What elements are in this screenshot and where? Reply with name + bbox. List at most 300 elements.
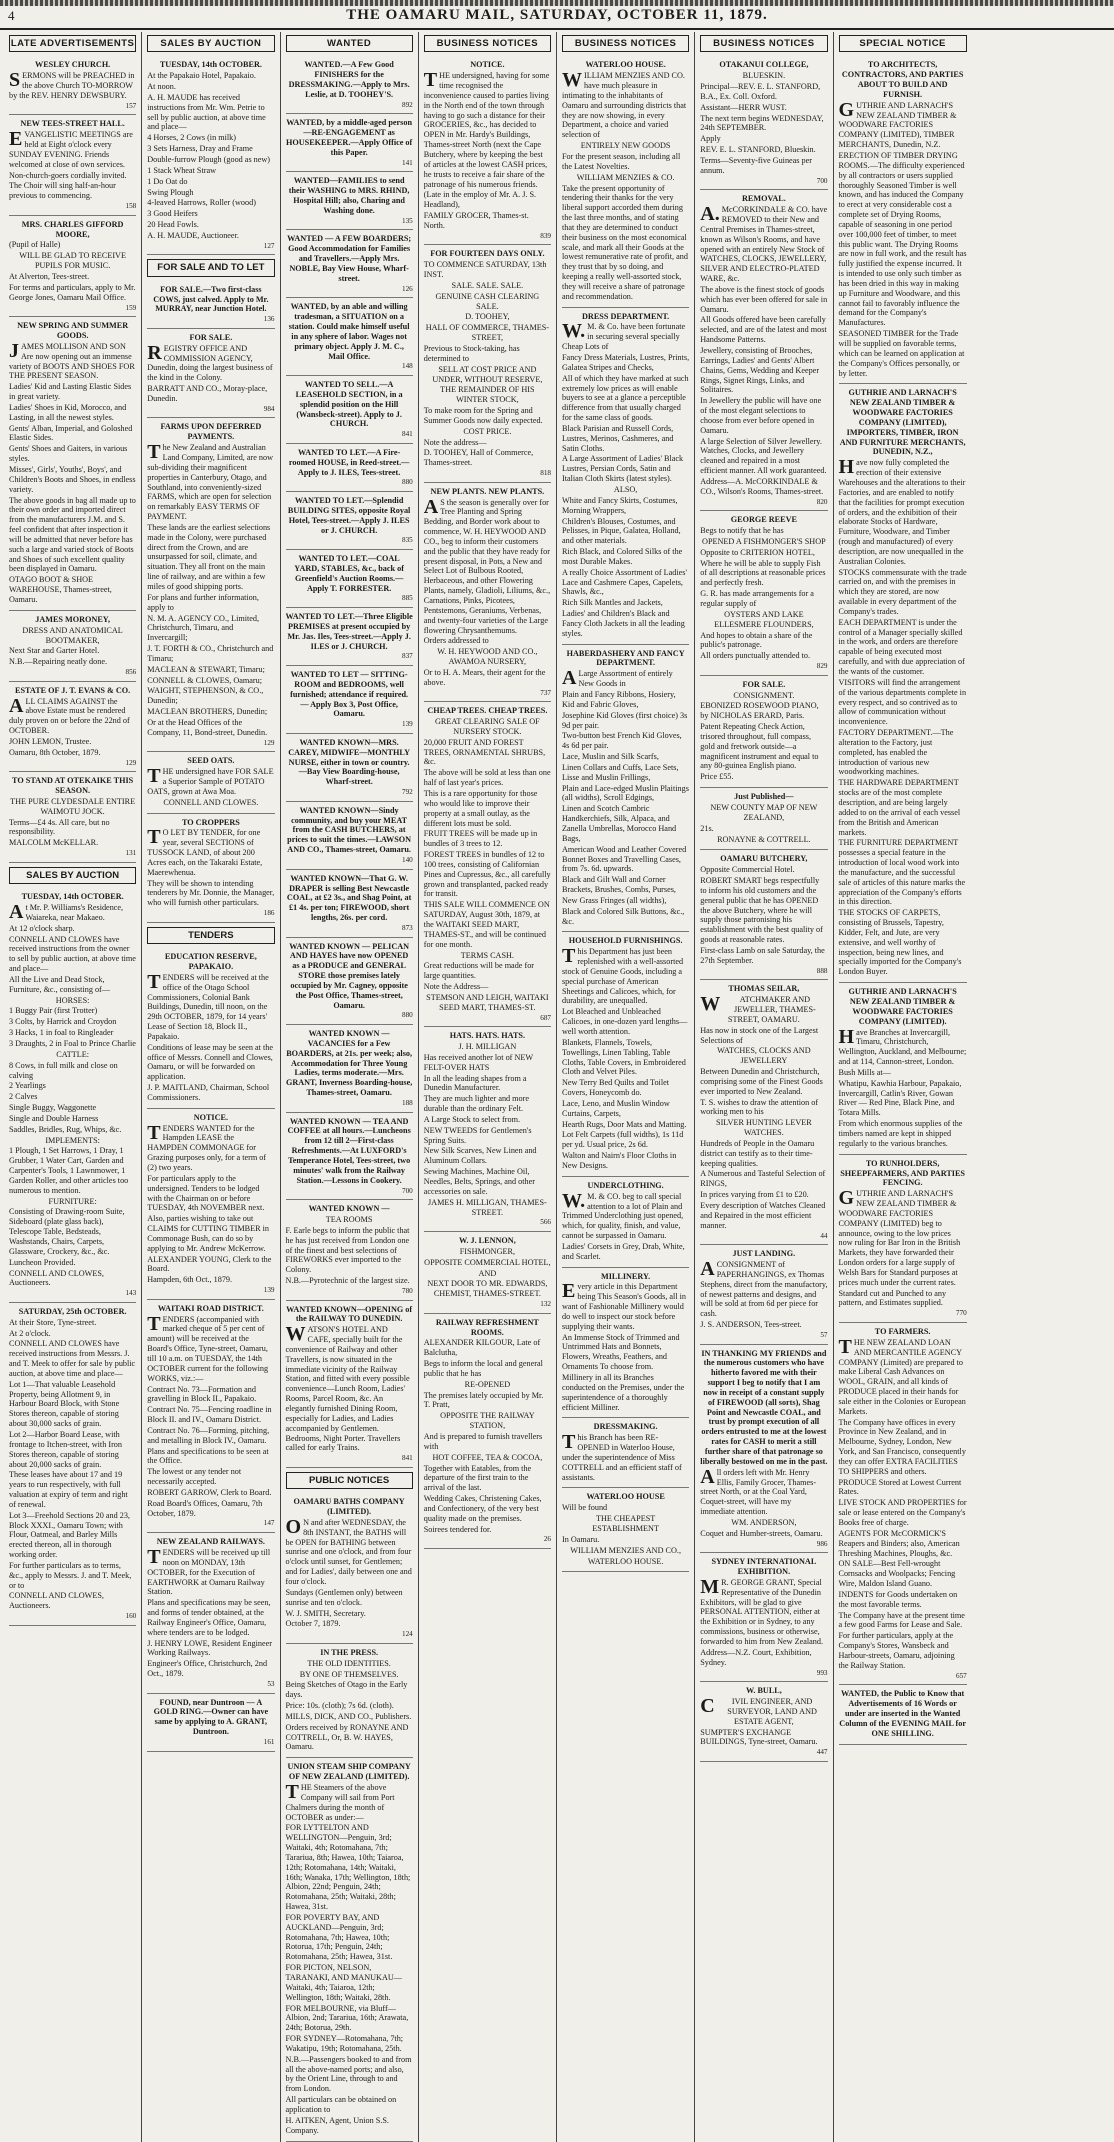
ad-line: Linen and Scotch Cambric Handkerchiefs, Silk, Alpaca, and Zanella Umbrellas, Morocco Hand Bags, <box>562 804 677 843</box>
ad-line: TEA ROOMS <box>325 1215 373 1224</box>
ad-line: Will be found <box>562 1503 608 1513</box>
advertisement <box>147 814 274 923</box>
advertisement <box>700 511 827 675</box>
advertisement <box>147 1300 274 1533</box>
ad-line: Saddles, Bridles, Rug, Whips, &c. <box>9 1124 122 1134</box>
ad-line: HATS. HATS. HATS. <box>449 1031 526 1041</box>
ad-line: NEW COUNTY MAP OF NEW ZEALAND, <box>710 803 818 822</box>
advertisement <box>562 1177 689 1268</box>
ad-line: WM. ANDERSON, <box>731 1517 797 1527</box>
ad-line: Have now fully completed the erection of their extensive Warehouses and the alterations to their Factories, and are enabled to notify that the facilities for prompt execution of orders, and the exhibition of their elaborate Stocks of Hardware, Furniture, Woodware, and Timber (rough and manufactured) of every description, are now unequalled in the Australian Colonies. <box>838 456 966 566</box>
ad-line: Contract No. 73—Formation and gravelling in Block II., Papakaio. <box>147 1384 257 1404</box>
ad-line: WILL BE GLAD TO RECEIVE PUPILS FOR MUSIC. <box>19 251 126 271</box>
ad-line: A Numerous and Tasteful Selection of RINGS, <box>700 1169 826 1189</box>
ad-line: Walton and Nairn's Floor Cloths in New Designs. <box>562 1151 677 1170</box>
ad-reference-number: 700 <box>816 176 828 185</box>
ad-line: New Silk Scarves, New Linen and Aluminum Collars. <box>423 1146 537 1166</box>
ad-line: OTAGO BOOT & SHOE WAREHOUSE, Thames-street, Oamaru. <box>9 575 112 604</box>
advertisement <box>424 56 551 245</box>
ad-line: SATURDAY, 25th OCTOBER. <box>18 1306 127 1316</box>
ad-line: JUST LANDING. <box>732 1249 796 1259</box>
advertisement <box>9 56 136 115</box>
ad-line: All Goods offered have been carefully selected, and are of the latest and most Handsome Patterns. <box>700 315 827 345</box>
ad-reference-number: 885 <box>401 594 413 603</box>
ad-line: ERECTION OF TIMBER DRYING ROOMS.—The difficulty experienced by all contractors or users supplied thoroughly Seasoned Timber is well known, and has induced the Company to erect at very considerable cost a complete set of Drying Rooms, capable of seasoning in one period over 100,000 feet of timber, to meet this public want. The Drying Rooms are now in full work, and the result has fully justified the expense incurred. It is intended to use only such timber as has been dried in this way in making up Furniture and Woodware, and this cannot fail to favorably influence the demand for the Company's Manufactures. <box>838 150 967 328</box>
column-7 <box>834 32 972 2142</box>
ad-line: INDENTS for Goods undertaken on the most favorable terms. <box>838 1589 958 1609</box>
ad-line: GUTHRIE AND LARNACH'S NEW ZEALAND TIMBER & WOODWARE FACTORIES COMPANY (LIMITED). <box>848 987 957 1026</box>
advertisement <box>700 980 827 1245</box>
ad-line: STOCKS commensurate with the trade carried on, and with the premises in which they are stored, are now available in every department of the Company's trades. <box>838 567 967 616</box>
advertisement <box>286 1301 413 1468</box>
ad-reference-number: 188 <box>401 1098 413 1107</box>
ad-line: Linen Collars and Cuffs, Lace Sets, Lisse and Muslin Frillings, <box>562 762 679 782</box>
advertisement <box>700 1682 827 1762</box>
ad-line: Swing Plough <box>147 187 194 197</box>
ad-line: HOUSEHOLD FURNISHINGS. <box>568 936 683 946</box>
ad-line: For terms and particulars, apply to Mr. George Jones, Oamaru Mail Office. <box>9 282 136 302</box>
advertisement <box>286 1025 413 1113</box>
ad-line: WANTED TO LET.—Splendid BUILDING SITES, opposite Royal Hotel, Tees-street.—Apply J. ILES or J. CHURCH. <box>287 496 411 535</box>
ad-line: FOR SYDNEY—Rotomahana, 7th; Wakatipu, 19th; Rotomahana, 25th. <box>285 2034 404 2053</box>
masthead <box>0 0 1114 30</box>
ad-line: 1 Stack Wheat Straw <box>147 165 216 175</box>
ad-line: They will be shown to intending tenderers by Mr. Donnie, the Manager, who will furnish other particulars. <box>147 878 275 908</box>
masthead-decoration <box>0 0 1114 6</box>
ad-line: 4 Horses, 2 Cows (in milk) <box>147 133 236 143</box>
ad-line: Contract No. 76—Forming, pitching, and metalling in Block IV., Oamaru. <box>147 1425 270 1445</box>
ad-reference-number: 984 <box>263 404 275 413</box>
ad-line: An Immense Stock of Trimmed and Untrimmed Hats and Bonnets, Flowers, Wreaths, Feathers, and Ornaments To choose from. <box>562 1332 680 1372</box>
ad-line: IN THE PRESS. <box>320 1647 379 1657</box>
ad-line: Plans and specifications may be seen, and forms of tender obtained, at the Railway Engineer's Office, Oamaru, where tenders are to be lodged. <box>147 1598 271 1637</box>
ad-line: WATERLOO HOUSE <box>586 1492 665 1502</box>
column-header: SPECIAL NOTICE <box>839 35 967 52</box>
ad-line: THE PURE CLYDESDALE ENTIRE WAIMOTU JOCK. <box>10 796 136 816</box>
ad-line: At Mr. P. Williams's Residence, Waiareka, near Makaeo. <box>9 901 124 923</box>
ad-line: SEASONED TIMBER for the Trade will be supplied on favorable terms, which can be learned on application at the Company's Offices personally, or by letter. <box>838 329 965 378</box>
ad-line: Ladies' Corsets in Grey, Drab, White, and Scarlet. <box>562 1241 685 1261</box>
ad-line: ON SALE—Best Fell-wrought Cornsacks and Woolpacks; Fencing Wire, Maldon Island Guano. <box>838 1559 956 1589</box>
ad-line: NEW TEES-STREET HALL. <box>20 119 125 129</box>
ad-line: CONNELL AND CLOWES. <box>163 797 259 807</box>
ad-line: NOTICE. <box>470 60 505 70</box>
ad-line: WANTED KNOWN — VACANCIES for a Few BOARDERS, at 21s. per week; also, Accommodation for Three Young Ladies, terms moderate.—Mrs. GRANT, Inverness Boarding-house, Thames-street, Oamaru. <box>285 1029 413 1098</box>
ad-line: 3 Draughts, 2 in Foal to Prince Charlie <box>9 1038 136 1048</box>
advertisement <box>286 1644 413 1758</box>
ad-line: Every article in this Department being This Season's Goods, all in want of Fashionable Millinery would do well to inspect our stock before supplying their wants. <box>562 1280 687 1331</box>
ad-line: G. R. has made arrangements for a regular supply of <box>700 589 814 609</box>
advertisement <box>424 1027 551 1232</box>
ad-line: 2 Yearlings <box>9 1081 46 1091</box>
ad-line: Plans and specifications to be seen at the Office. <box>147 1446 269 1466</box>
ad-line: WANTED KNOWN — TEA AND COFFEE at all hours.—Luncheons from 12 till 2—First-class Refreshments.—At LUXFORD's Temperance Hotel, Tees-street, two minutes' walk from the Railway Station.—Lessons in Cookery. <box>287 1116 411 1185</box>
advertisement <box>424 1314 551 1549</box>
ad-line: Plain and Lace-edged Muslin Plaitings (all widths), Scroll Edgings, <box>562 783 689 803</box>
ad-line: 1 Plough, 1 Set Harrows, 1 Dray, 1 Grubber, 1 Water Cart, Garden and Carpenter's Tools, 1 Lawnmower, 1 Garden Roller, and other articles too numerous to mention. <box>9 1146 129 1195</box>
advertisement <box>286 492 413 550</box>
ad-line: Every description of Watches Cleaned and Repaired in the most efficient manner. <box>700 1201 826 1230</box>
column-1 <box>4 32 142 2142</box>
ad-reference-number: 158 <box>125 202 137 211</box>
ad-line: FOR SALE.—Two first-class COWS, just calved. Apply to Mr. MURRAY, near Junction Hotel. <box>153 284 269 314</box>
ad-line: J. S. ANDERSON, Tees-street. <box>700 1320 802 1330</box>
ad-reference-number: 892 <box>401 100 413 109</box>
ad-line: At 12 o'clock sharp. <box>9 923 75 933</box>
ad-line: IMPLEMENTS: <box>45 1135 100 1145</box>
ad-line: TERMS CASH. <box>460 950 514 960</box>
ad-line: Being Sketches of Otago in the Early days. <box>285 1680 408 1700</box>
ad-line: RONAYNE & COTTRELL. <box>717 834 811 844</box>
ad-line: At noon. <box>147 82 176 92</box>
advertisement <box>286 550 413 608</box>
ad-reference-number: 835 <box>401 536 413 545</box>
ad-line: Sewing Machines, Machine Oil, Needles, Belts, Springs, and other accessories on sale. <box>423 1167 535 1196</box>
ad-line: Whatipu, Kawhia Harbour, Papakaio, Invercargill, Catlin's River, Gowan River — Red Pine, Black Pine, and Totara Mills. <box>838 1078 962 1118</box>
ad-line: TENDERS WANTED for the Hampden LEASE the HAMPDEN COMMONAGE for Grazing purposes only, for a term of (2) two years. <box>147 1121 267 1172</box>
advertisement <box>9 317 136 611</box>
ad-line: Note the address— <box>423 437 487 447</box>
ad-reference-number: 139 <box>401 720 413 729</box>
ad-line: H. AITKEN, Agent, Union S.S. Company. <box>285 2115 389 2135</box>
ad-line: WATCHES, CLOCKS AND JEWELLERY <box>717 1046 811 1066</box>
ad-reference-number: 770 <box>955 1309 967 1318</box>
ad-line: SYDNEY INTERNATIONAL EXHIBITION. <box>711 1557 817 1577</box>
ad-line: Conditions of lease may be seen at the office of Messrs. Connell and Clowes, Oamaru, or will be forwarded on application. <box>147 1042 273 1082</box>
ad-line: CONNELL AND CLOWES have received instructions from the owner to sell by public auction, at above time and place— <box>9 934 136 974</box>
ad-line: WESLEY CHURCH. <box>35 60 111 70</box>
advertisement <box>147 1533 274 1693</box>
advertisement <box>9 772 136 863</box>
ad-reference-number: 126 <box>401 284 413 293</box>
ad-line: MR. GEORGE GRANT, Special Representative of the Dunedin Exhibitors, will be glad to give PERSONAL ATTENTION, either at the Exhibition or in Sydney, to any commissions, business or otherwise, forwarded to him from New Zealand. <box>700 1575 824 1646</box>
ad-line: SEED OATS. <box>187 756 235 766</box>
ad-line: MRS. CHARLES GIFFORD MOORE, <box>21 219 124 239</box>
ad-line: And is prepared to furnish travellers with <box>423 1432 543 1451</box>
ad-line: EDUCATION RESERVE, PAPAKAIO. <box>164 952 257 971</box>
ad-line: J. HENRY LOWE, Resident Engineer Working Railways. <box>147 1638 273 1658</box>
advertisement <box>839 56 967 384</box>
ad-line: To make room for the Spring and Summer Goods now daily expected. <box>423 406 543 425</box>
advertisement <box>286 666 413 734</box>
ad-line: All particulars can be obtained on application to <box>285 2095 397 2114</box>
ad-line: Josephine Kid Gloves (first choice) 3s 9d per pair. <box>562 710 688 730</box>
ad-line: At their Store, Tyne-street. <box>9 1317 97 1327</box>
ad-line: Ladies' and Children's Black and Fancy Cloth Jackets in all the leading styles. <box>562 609 685 638</box>
ad-reference-number: 780 <box>401 1286 413 1295</box>
ad-line: FOR POVERTY BAY, AND AUCKLAND—Penguin, 3rd; Rotomahana, 7th; Hawea, 10th; Rotorua, 17th; Penguin, 24th; Rotomahana, 25th; Hawea, 31st. <box>285 1912 393 1962</box>
advertisement <box>839 983 967 1155</box>
ad-line: FOR LYTTELTON AND WELLINGTON—Penguin, 3rd; Waitaki, 4th; Rotomahana, 7th; Tarariua, 8th; Hawea, 10th; Taiaroa, 12th; Rotomahana, 14th; Waitaki, 16th; Wanaka, 17th; Wellington, 18th; Albion, 22nd; Penguin, 24th; Rotomahana, 25th; Waitaki, 28th; Hawea, 31st. <box>285 1823 411 1912</box>
ad-line: OPENED A FISHMONGER'S SHOP <box>702 536 826 546</box>
advertisement <box>147 948 274 1109</box>
ad-line: For plans and further information, apply to <box>147 592 259 612</box>
ad-line: J. H. MILLIGAN <box>458 1042 517 1052</box>
ad-line: WANTED—FAMILIES to send their WASHING to MRS. RHIND, Hospital Hill; also, Charing and Washing done. <box>288 176 410 215</box>
ad-line: SILVER HUNTING LEVER WATCHES. <box>716 1118 812 1138</box>
ad-line: HOT COFFEE, TEA & COCOA, <box>432 1452 543 1462</box>
ad-line: JAMES H. MILLIGAN, THAMES-STREET. <box>427 1197 547 1217</box>
ad-line: For particulars apply to the undersigned. Tenders to be lodged with the Chairman on or before TUESDAY, 4th NOVEMBER next. <box>147 1173 265 1213</box>
ad-line: The above is the finest stock of goods which has ever been offered for sale in Oamaru. <box>700 284 828 314</box>
ad-line: A.McCORKINDALE & CO. have REMOVED to their New and Central Premises in Thames-street, known as Wilson's Rooms, and have opened with an entirely New Stock of WATCHES, CLOCKS, JEWELLERY, SILVER AND ELECTRO-PLATED WARE, &c. <box>700 203 828 284</box>
ad-line: FARMS UPON DEFERRED PAYMENTS. <box>160 422 262 442</box>
ad-line: CONNELL AND CLOWES, Auctioneers. <box>9 1268 104 1288</box>
ad-line: ENTIRELY NEW GOODS <box>580 141 671 151</box>
ad-line: Soirees tendered for. <box>423 1524 492 1534</box>
ad-line: New Terry Bed Quilts and Toilet Covers, Honeycomb do. <box>562 1078 670 1098</box>
advertisement <box>839 1323 967 1685</box>
ad-line: HABERDASHERY AND FANCY DEPARTMENT. <box>566 648 685 668</box>
ad-line: Has now in stock one of the Largest Selections of <box>700 1025 819 1045</box>
ad-line: LIVE STOCK AND PROPERTIES for sale or lease entered on the Company's Books free of charge. <box>838 1498 967 1527</box>
ad-line: All orders left with Mr. Henry Ellis, Family Grocer, Thames-street North, or at the Coal Yard, Coquet-street, will have my immediate attention. <box>700 1465 817 1517</box>
ad-line: Fancy Dress Materials, Lustres, Prints, Galatea Stripes and Checks, <box>562 353 690 372</box>
ad-line: THE FURNITURE DEPARTMENT possesses a special feature in the introduction of local wood work into the manufacture, and the successful sale of articles of this nature marks the appreciation of the Company's efforts in this direction. <box>838 838 966 907</box>
ad-line: UNION STEAM SHIP COMPANY OF NEW ZEALAND (LIMITED). <box>287 1762 411 1782</box>
column-header: WANTED <box>286 35 413 52</box>
ad-line: Apply <box>700 134 721 144</box>
ad-line: Orders received by RONAYNE AND COTTRELL, Or, B. W. HAYES, Oamaru. <box>285 1722 409 1752</box>
ad-reference-number: 129 <box>263 738 275 747</box>
ad-line: Address—A. McCORKINDALE & CO., Wilson's Rooms, Thames-street. <box>700 476 824 496</box>
ad-line: THE OLD IDENTITIES. <box>307 1658 391 1668</box>
ad-reference-number: 148 <box>401 362 413 371</box>
ad-line: Road Board's Offices, Oamaru, 7th October, 1879. <box>147 1498 263 1518</box>
advertisement <box>9 1303 136 1626</box>
ad-reference-number: 160 <box>125 1612 137 1621</box>
ad-line: Rich Silk Mantles and Jackets, <box>562 598 663 608</box>
ad-line: F. Earle begs to inform the public that he has just received from London one of the finest and best selections of FIREWORKS ever imported to the Colony. <box>285 1225 410 1275</box>
advertisement <box>286 444 413 492</box>
ad-line: The premises lately occupied by Mr. T. Pratt, <box>423 1390 544 1410</box>
ad-line: FOR PICTON, NELSON, TARANAKI, AND MANUKAU—Waitaki, 4th; Taiaroa, 12th; Wellington, 18th; Waitaki, 28th. <box>285 1963 402 2002</box>
ad-line: Gents' Alban, Imperial, and Goloshed Elastic Sides. <box>9 423 133 443</box>
ad-line: Lace, Muslin and Silk Scarfs, <box>562 752 659 762</box>
ad-line: Misses', Girls', Youths', Boys', and Children's Boots and Shoes, in endless variety. <box>9 465 136 494</box>
advertisement <box>147 329 274 419</box>
ad-line: WANTED TO LET — SITTING-ROOM and BEDROOMS, well furnished; attendance if required. — Apply Box 3, Post Office, Oamaru. <box>290 670 409 719</box>
advertisement <box>700 1553 827 1682</box>
ad-line: COST PRICE. <box>463 426 512 436</box>
ad-line: SALE. SALE. SALE. <box>451 280 524 290</box>
ad-line: NEW SPRING AND SUMMER GOODS. <box>17 321 129 341</box>
ad-line: Previous to Stock-taking, has determined to <box>423 343 520 363</box>
ad-line: NEW PLANTS. NEW PLANTS. <box>430 486 545 496</box>
ad-reference-number: 135 <box>401 216 413 225</box>
ad-line: THE NEW ZEALAND LOAN AND MERCANTILE AGENCY COMPANY (Limited) are prepared to make Liberal Cash Advances on WOOL, GRAIN, and all kinds of PRODUCE placed in their hands for sale either in the Colonies or European Markets. <box>838 1335 966 1416</box>
masthead-rule <box>0 28 1114 30</box>
ad-reference-number: 993 <box>816 1668 828 1677</box>
ad-line: The above will be sold at less than one half of last year's prices. <box>423 768 551 788</box>
ad-line: 21s. <box>700 823 714 833</box>
ad-line: PRODUCE Stored at Lowest Current Rates. <box>838 1477 962 1497</box>
advertisement <box>562 1418 689 1488</box>
advertisement <box>9 682 136 773</box>
ad-line: N.B.—Pyrotechnic of the largest size. <box>285 1276 410 1286</box>
ad-line: TO STAND AT OTEKAIKE THIS SEASON. <box>12 776 134 796</box>
ad-line: Children's Blouses, Costumes, and Pelisses, in Pique, Galatea, Holland, and other materials. <box>562 516 681 546</box>
ad-line: REMOVAL. <box>742 194 786 204</box>
ad-line: Lot 2—Harbor Board Lease, with frontage to Itchen-street, with Iron Stores thereon, capable of storing about 20,000 sacks of grain. <box>9 1429 122 1469</box>
ad-line: THE undersigned, having for some time recognised the inconvenience caused to parties living in the North end of the town through having to go such a distance for their GROCERIES, &c., has decided to OPEN in Mr. Hardy's Buildings, Thames-street North (next the Cape Butchery, where by keeping the best of articles at the lowest CASH prices, he trusts to receive a fair share of the patronage of his numerous friends. <box>423 69 550 189</box>
advertisement <box>147 1694 274 1752</box>
ad-line: 20,000 FRUIT AND FOREST TREES, ORNAMENTAL SHRUBS, &c. <box>423 737 546 767</box>
ad-line: Where he will be able to supply Fish of all descriptions at reasonable prices and perfectly fresh. <box>700 558 826 588</box>
ad-line: Or at the Head Offices of the Company, 11, Bond-street, Dunedin. <box>147 717 268 737</box>
ad-line: FOR SALE. <box>742 679 786 689</box>
column-header: BUSINESS NOTICES <box>700 35 827 52</box>
ad-line: (Pupil of Halle) <box>9 240 61 250</box>
ad-reference-number: 157 <box>125 101 137 110</box>
ad-line: For further particulars, apply at the Company's Stores, Wansbeck and Harbour-streets, Oamaru, adjoining the Railway Station. <box>838 1631 955 1670</box>
ad-line: At the Papakaio Hotel, Papakaio. <box>147 71 256 81</box>
ad-line: A Large Assortment of Ladies' Black Lustres, Persian Cords, Satin and Italian Cloth Skirts (latest styles). <box>562 454 684 484</box>
ad-line: BLUESKIN. <box>742 71 786 81</box>
ad-line: FOREST TREES in bundles of 12 to 100 trees, consisting of Californian Pines and Cupressus, &c., all carefully grown and transplanted, packed ready for transit. <box>423 850 551 899</box>
ad-line: This is a rare opportunity for those who would like to improve their property at a small outlay, as the different lots must be sold. <box>423 789 538 828</box>
ad-line: Begs to notify that he has <box>700 526 784 536</box>
ad-line: Millinery in all its Branches conducted on the Premises, under the superintendence of a thoroughly efficient Milliner. <box>562 1373 685 1412</box>
advertisement <box>147 1109 274 1300</box>
ad-line: CONNELL AND CLOWES have received instructions from Messrs. J. and T. Meek to offer for sale by public auction, at above time and place— <box>9 1339 136 1378</box>
advertisement <box>839 384 967 983</box>
ad-reference-number: 880 <box>401 1011 413 1020</box>
advertisement <box>839 1685 967 1744</box>
ad-reference-number: 139 <box>263 1286 275 1295</box>
ad-line: Opposite Commercial Hotel. <box>700 865 795 875</box>
ad-line: Single and Double Harness <box>9 1113 99 1123</box>
advertisement <box>700 56 827 190</box>
ad-line: DRESS DEPARTMENT. <box>582 311 670 321</box>
ad-line: WANTED — A FEW BOARDERS; Good Accommodation for Families and Travellers.—Apply Mrs. NOBLE, Bay View House, Wharf-street. <box>287 234 412 283</box>
ad-line: ON and after WEDNESDAY, the 8th INSTANT, the BATHS will be OPEN for BATHING between sunrise and one o'clock, and from four o'clock until sunset, for Gentlemen; and for Ladies', daily between one and four o'clock. <box>285 1515 412 1586</box>
ad-line: All the Live and Dead Stock, Furniture, &c., consisting of— <box>9 974 110 994</box>
advertisement <box>700 850 827 980</box>
ad-reference-number: 127 <box>263 241 275 250</box>
advertisement <box>147 418 274 752</box>
ad-reference-number: 131 <box>125 849 137 858</box>
advertisement <box>424 1232 551 1314</box>
advertisement <box>700 676 827 788</box>
ad-line: 2 Calves <box>9 1092 38 1102</box>
ad-line: STEMSON AND LEIGH, WAITAKI SEED MART, THAMES-ST. <box>426 992 549 1012</box>
ad-line: TUESDAY, 14th OCTOBER. <box>159 60 262 70</box>
ad-line: WANTED TO LET.—Three Eligible PREMISES at present occupied by Mr. Jas. Iles, Tees-street.—Apply J. ILES or J. CHURCH. <box>285 612 413 651</box>
section-header: SALES BY AUCTION <box>9 867 136 884</box>
ad-line: Address—N.Z. Court, Exhibition, Sydney. <box>700 1647 812 1667</box>
ad-line: ALEXANDER KILGOUR, Late of Balclutha, <box>423 1338 541 1358</box>
ad-line: 3 Sets Harness, Dray and Frame <box>147 144 253 154</box>
ad-reference-number: 57 <box>820 1330 828 1339</box>
ad-line: THE Steamers of the above Company will sail from Port Chalmers during the month of OCTOBER as under:— <box>285 1780 395 1822</box>
ad-line: ALEXANDER YOUNG, Clerk to the Board. <box>147 1254 272 1274</box>
advertisement <box>147 752 274 813</box>
ad-line: This Branch has been RE-OPENED in Waterloo House, under the superintendence of Miss COTTRELL and an efficient staff of assistants. <box>562 1431 682 1482</box>
ad-line: GUTHRIE AND LARNACH'S NEW ZEALAND TIMBER & WOODWARE FACTORIES COMPANY (LIMITED), TIMBER MERCHANTS, Dunedin, N.Z. <box>838 98 957 150</box>
newspaper-title: THE OAMARU MAIL, SATURDAY, OCTOBER 11, 1879. <box>346 7 768 23</box>
ad-line: FACTORY DEPARTMENT.—The alteration to the Factory, just completed, has enabled the introduction of various new woodworking machines. <box>838 728 954 777</box>
ad-line: BARRATT AND CO., Moray-place, Dunedin. <box>147 384 268 403</box>
ad-line: In Jewellery the public will have one of the most elegant selections to choose from ever before opened in Oamaru. <box>700 396 822 435</box>
ad-line: AND <box>478 1268 497 1278</box>
ad-line: A. H. MAUDE, Auctioneer. <box>147 230 239 240</box>
ad-line: Single Buggy, Waggonette <box>9 1103 97 1113</box>
ad-line: WATERLOO HOUSE. <box>585 60 666 70</box>
ad-line: CONNELL & CLOWES, Oamaru; <box>147 675 263 685</box>
ad-line: JOHN LEMON, Trustee. <box>9 736 92 746</box>
ad-line: OPPOSITE THE RAILWAY STATION, <box>440 1411 535 1431</box>
ad-line: OPPOSITE COMMERCIAL HOTEL, <box>424 1257 551 1267</box>
ad-line: WILLIAM MENZIES AND CO. have much pleasure in intimating to the inhabitants of Oamaru and surrounding districts that they are now showing, in every Department, a choice and varied selection of <box>562 69 687 140</box>
ad-reference-number: 737 <box>540 688 551 697</box>
ad-reference-number: 818 <box>540 469 551 478</box>
advertisement <box>286 298 413 376</box>
ad-line: Lace, Leno, and Muslin Window Curtains, Carpets, <box>562 1098 670 1118</box>
ad-line: WATSON'S HOTEL AND CAFE, specially built for the convenience of Railway and other Travellers, is now situated in the immediate vicinity of the Railway Station, and fitted with every possible convenience—Lunch Room, Ladies' Rooms, Parcel Room, &c. An elegantly furnished Dining Room, especially for Ladies, and Ladies accompanied by Gentlemen. Bedrooms, Night Porter. Travellers called for early Trains. <box>285 1323 410 1453</box>
ad-line: Black and Colored Silk Buttons, &c., &c. <box>562 906 685 926</box>
advertisement <box>562 1488 689 1572</box>
ad-line: W.M. & Co. have been fortunate in securing several specially Cheap Lots of <box>562 320 686 352</box>
ad-line: EVANGELISTIC MEETINGS are held at Eight o'clock every SUNDAY EVENING. Friends welcomed at close of own services. <box>9 128 133 169</box>
advertisement <box>424 702 551 1027</box>
advertisement <box>700 788 827 850</box>
ad-line: SERMONS will be PREACHED in the above Church TO-MORROW by the REV. HENRY DEWSBURY. <box>9 69 135 100</box>
advertisement <box>147 281 274 329</box>
ad-line: Principal—REV. E. L. STANFORD, B.A., Ex. Coll. Oxford. <box>700 82 821 101</box>
ad-line: GREAT CLEARING SALE OF NURSERY STOCK. <box>435 717 540 736</box>
ad-line: ROBERT SMART begs respectfully to inform his old customers and the general public that he has OPENED the above Butchery, where he will supply those patronising his establishment with the best quality of goods at reasonable rates. <box>700 876 823 945</box>
ad-line: OAMARU BUTCHERY, <box>720 854 808 864</box>
ad-line: OYSTERS AND LAKE ELLESMERE FLOUNDERS, <box>714 609 814 629</box>
ad-line: 3 Good Heifers <box>147 209 198 219</box>
ad-line: T. S. wishes to draw the attention of working men to his <box>700 1097 819 1117</box>
ad-line: This Department has just been replenished with a well-assorted stock of Genuine Goods, including a special purchase of American Sheetings and Calicoes, which, for durability, are unequalled. <box>562 945 684 1006</box>
ad-line: CATTLE: <box>56 1049 89 1059</box>
ad-line: At 2 o'clock. <box>9 1328 51 1338</box>
ad-reference-number: 986 <box>816 1539 828 1548</box>
ad-line: D. TOOHEY, <box>465 312 510 322</box>
ad-reference-number: 447 <box>816 1748 828 1757</box>
ad-line: WAITAKI ROAD DISTRICT. <box>157 1303 264 1313</box>
ad-reference-number: 657 <box>955 1671 967 1680</box>
ad-line: W. J. LENNON, <box>458 1236 516 1246</box>
ad-line: 1 Buggy Pair (first Trotter) <box>9 1006 98 1016</box>
section-header: TENDERS <box>147 927 274 944</box>
ad-line: WANTED KNOWN—That G. W. DRAPER is selling Best Newcastle COAL, at £2 3s., and Shag Point, at £1 4s. per ton; FIREWOOD, short lengths, 26s. per cord. <box>286 873 412 923</box>
advertisement <box>9 611 136 682</box>
ad-line: Take the present opportunity of tendering their thanks for the very liberal support accorded them during the last three months, and of stating that they are determined to conduct their business on the most economical scale, and mark all their Goods at the lowest remunerative rate of profit, and they trust that by so doing, and keeping a really well-assorted stock, they will receive a share of patronage and recommendation. <box>562 183 688 301</box>
ad-line: (Late in the employ of Mr. A. J. S. Headland), <box>423 190 537 210</box>
ad-line: Black and Gilt Wall and Corner Brackets, Brushes, Combs, Purses, <box>562 875 676 895</box>
ad-line: NOTICE. <box>193 1112 229 1122</box>
ad-line: In all the leading shapes from a Dunedin Manufacturer. <box>423 1073 527 1093</box>
ad-line: OAMARU BATHS COMPANY (LIMITED). <box>293 1497 405 1517</box>
ad-line: These lands are the earliest selections made in the Colony, were purchased direct from the Crown, and are unsurpassed for soil, climate, and situation. They all front on the main line of railway, and are within a few miles of good shipping ports. <box>147 522 271 591</box>
ad-line: DRESS AND ANATOMICAL BOOTMAKER, <box>22 625 123 645</box>
ad-line: GUTHRIE AND LARNACH'S NEW ZEALAND TIMBER & WOODWARE FACTORIES COMPANY (LIMITED) beg to announce, owing to the low prices now ruling for Bar Iron in the British Markets, they have forwarded their London orders for a large supply of Welsh Bars for Standard purposes at prices much under the current rates. <box>838 1187 961 1287</box>
ad-line: All orders punctually attended to. <box>700 651 811 661</box>
advertisement <box>286 802 413 870</box>
ad-line: For the present season, including all the Latest Novelties. <box>562 151 681 171</box>
ad-line: Hampden, 6th Oct., 1879. <box>147 1275 233 1285</box>
ad-line: In Oamaru. <box>562 1534 600 1544</box>
ad-reference-number: 566 <box>540 1218 551 1227</box>
ad-line: They are much lighter and more durable than the ordinary Felt. <box>423 1094 530 1114</box>
ad-line: In prices varying from £1 to £20. <box>700 1190 809 1200</box>
ad-line: WANTED KNOWN — PELICAN AND HAYES have now OPENED as a PRODUCE and GENERAL STORE those premises lately occupied by Mr. Cagney, opposite the Post Office, Thames-street, Oamaru. <box>289 941 410 1010</box>
ad-line: Price: 10s. (cloth); 7s 6d. (cloth). <box>285 1701 394 1711</box>
